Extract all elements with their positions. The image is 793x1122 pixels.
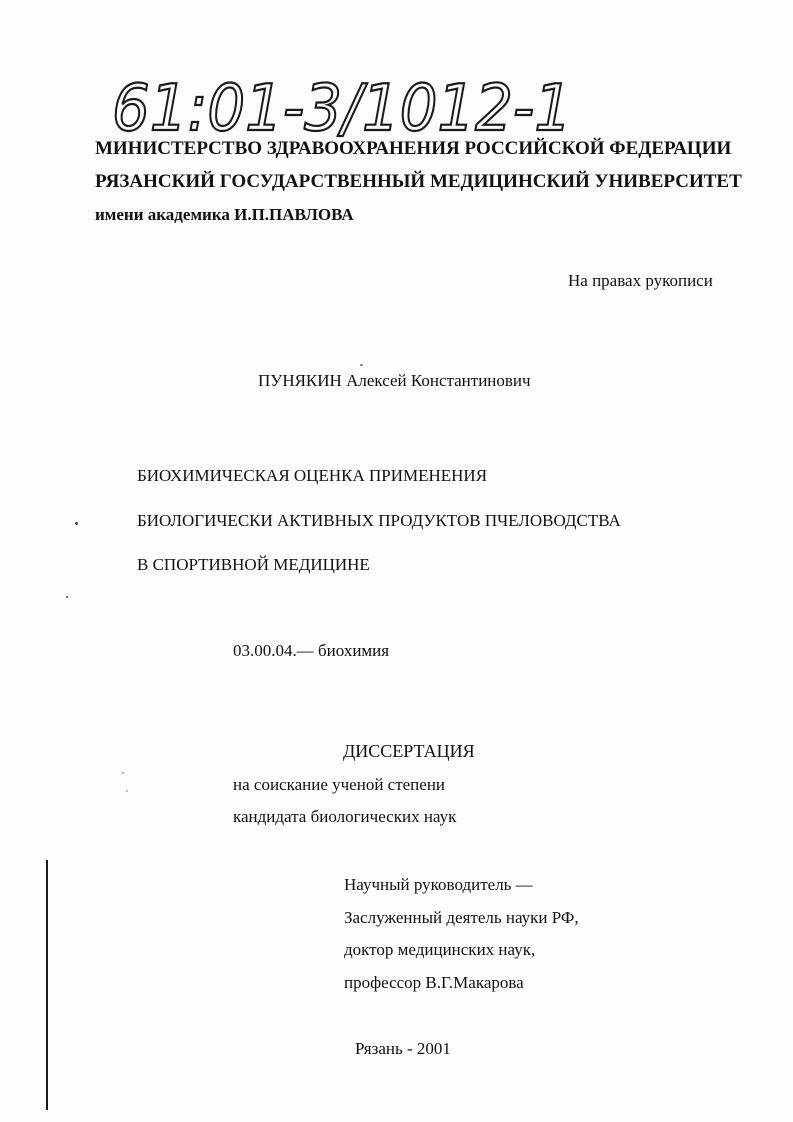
author-name: ПУНЯКИН Алексей Константинович (258, 371, 531, 390)
scan-speck (66, 596, 68, 598)
university-heading: РЯЗАНСКИЙ ГОСУДАРСТВЕННЫЙ МЕДИЦИНСКИЙ УНИВЕРСИТЕТ (95, 171, 742, 192)
manuscript-rights-note: На правах рукописи (568, 271, 713, 290)
specialty-code: 03.00.04.— биохимия (233, 641, 390, 660)
ministry-heading: МИНИСТЕРСТВО ЗДРАВООХРАНЕНИЯ РОССИЙСКОЙ ФЕДЕРАЦИИ (95, 138, 732, 159)
supervisor-line-3: доктор медицинских наук, (344, 940, 536, 959)
scan-speck (75, 522, 78, 525)
supervisor-line-4: профессор В.Г.Макарова (344, 973, 524, 992)
document-type: ДИССЕРТАЦИЯ (343, 741, 475, 761)
thesis-title-line-2: БИОЛОГИЧЕСКИ АКТИВНЫХ ПРОДУКТОВ ПЧЕЛОВОДСТВА (137, 511, 621, 530)
supervisor-line-1: Научный руководитель — (344, 875, 533, 894)
supervisor-line-2: Заслуженный деятель науки РФ, (344, 908, 579, 927)
university-named-after: имени академика И.П.ПАВЛОВА (95, 205, 354, 224)
scan-edge-line (46, 860, 48, 1110)
place-and-year: Рязань - 2001 (355, 1039, 451, 1058)
scan-speck (122, 772, 124, 774)
archive-number-text: 61:01-3/1012-1 (112, 72, 572, 146)
degree-line-2: кандидата биологических наук (233, 807, 457, 826)
degree-line-1: на соискание ученой степени (233, 775, 446, 794)
thesis-title-line-3: В СПОРТИВНОЙ МЕДИЦИНЕ (137, 555, 370, 574)
thesis-title-line-1: БИОХИМИЧЕСКАЯ ОЦЕНКА ПРИМЕНЕНИЯ (137, 466, 488, 485)
scan-speck (126, 790, 128, 792)
scan-speck (360, 364, 363, 366)
